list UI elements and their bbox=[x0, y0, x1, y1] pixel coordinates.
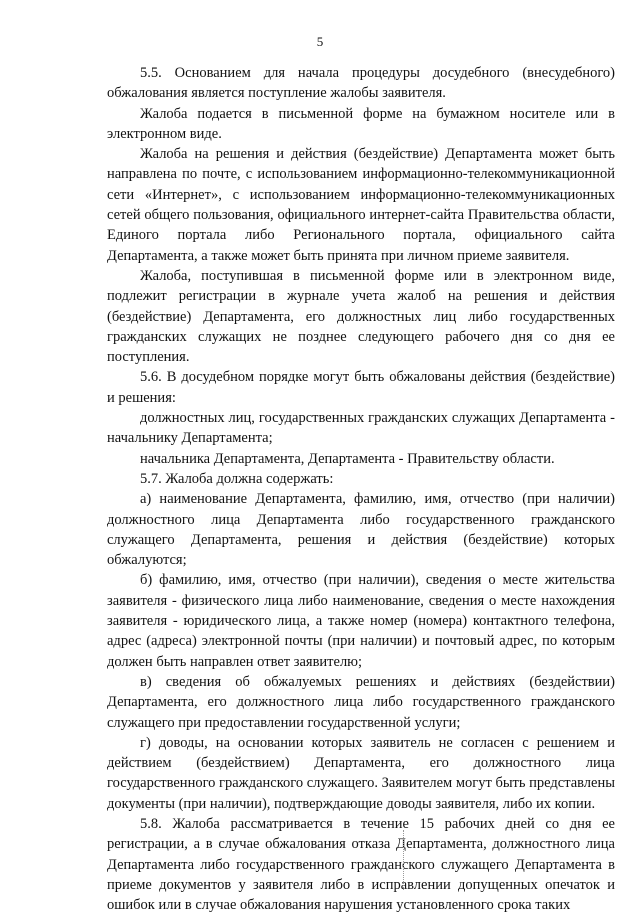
document-body bbox=[107, 63, 615, 915]
paragraph-complaint-form: Жалоба подается в письменной форме на бумажном носителе или в электронном виде. bbox=[107, 105, 615, 142]
paragraph-officials: должностных лиц, государственных гражданских служащих Департамента - начальнику Департамента; bbox=[107, 410, 615, 447]
page-number: 5 bbox=[316, 34, 324, 49]
paragraph-item-g: г) доводы, на основании которых заявитель не согласен с решением и действием (бездействием) Департамента, его должностного лица государственного гражданского служащего. Заявителем могут быть представлены документы (при наличии), подтверждающие доводы заявителя, либо их копии. bbox=[107, 734, 615, 812]
paragraph-head-of-department: начальника Департамента, Департамента - Правительству области. bbox=[140, 450, 555, 467]
paragraph-5-7: 5.7. Жалоба должна содержать: bbox=[140, 470, 334, 487]
paragraph-complaint-channels: Жалоба на решения и действия (бездействие) Департамента может быть направлена по почте, с использованием информационно-телекоммуникационной сети «Интернет», с использованием информационно-телекоммуникационных сетей общего пользования, официального интернет-сайта Правительства области, Единого портала либо Регионального портала, официального сайта Департамента, а также может быть принята при личном приеме заявителя. bbox=[107, 146, 615, 264]
paragraph-item-b: б) фамилию, имя, отчество (при наличии), сведения о месте жительства заявителя - физического лица либо наименование, сведения о месте нахождения заявителя - юридического лица, а также номер (номера) контактного телефона, адрес (адреса) электронной почты (при наличии) и почтовый адрес, по которым должен быть направлен ответ заявителю; bbox=[107, 572, 615, 670]
paragraph-item-v: в) сведения об обжалуемых решениях и действиях (бездействии) Департамента, его должностного лица либо государственного гражданского служащего при предоставлении государственной услуги; bbox=[107, 673, 615, 731]
paragraph-5-6: 5.6. В досудебном порядке могут быть обжалованы действия (бездействие) и решения: bbox=[107, 369, 615, 406]
paragraph-item-a: а) наименование Департамента, фамилию, имя, отчество (при наличии) должностного лица Департамента либо государственного гражданского служащего Департамента, решения и действия (бездействие) которых обжалуются; bbox=[107, 491, 615, 569]
paragraph-complaint-registration: Жалоба, поступившая в письменной форме или в электронном виде, подлежит регистрации в журнале учета жалоб на решения и действия (бездействие) Департамента, его должностных лиц либо государственных гражданских служащих не позднее следующего рабочего дня со дня ее поступления. bbox=[107, 267, 615, 366]
paragraph-5-8: 5.8. Жалоба рассматривается в течение 15 рабочих дней со дня ее регистрации, а в случае обжалования отказа Департамента, должностного лица Департамента либо государственного гражданского служащего Департамента в приеме документов у заявителя либо в исправлении допущенных опечаток и ошибок или в случае обжалования нарушения установленного срока таких bbox=[107, 815, 615, 914]
paragraph-5-5: 5.5. Основанием для начала процедуры досудебного (внесудебного) обжалования является поступление жалобы заявителя. bbox=[107, 65, 615, 102]
scan-artifact-dotted-line bbox=[403, 830, 404, 890]
